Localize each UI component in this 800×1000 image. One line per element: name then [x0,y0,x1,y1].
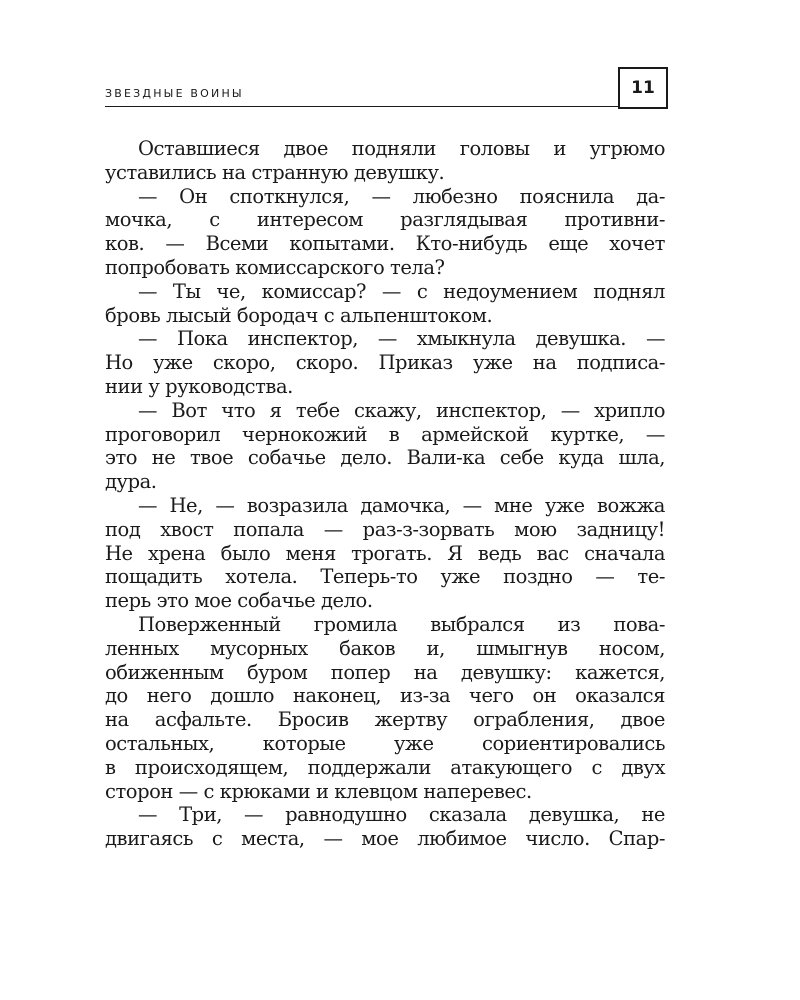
text-line: дура. [105,470,157,494]
text-line: Не хрена было меня трогать. Я ведь вас сначала [105,541,665,565]
text-line: нии у руководства. [105,374,293,398]
text-line: — Три, — равнодушно сказала девушка, не [138,803,665,827]
text-line: уставились на странную девушку. [105,160,445,184]
book-title: ЗВЕЗДНЫЕ ВОИНЫ [105,87,244,100]
text-line: бровь лысый бородач с альпенштоком. [105,303,493,327]
text-line: до него дошло наконец, из-за чего он оказался [105,684,665,708]
text-line: — Не, — возразила дамочка, — мне уже вожжа [138,493,665,517]
text-line: Поверженный громила выбрался из пова- [138,612,665,636]
text-line: сторон — с крюками и клевцом наперевес. [105,779,532,803]
text-line: ков. — Всеми копытами. Кто-нибудь еще хочет [105,232,665,256]
text-line: ленных мусорных баков и, шмыгнув носом, [105,636,665,660]
text-line: пощадить хотела. Теперь-то уже поздно — те- [105,565,665,589]
text-line: мочка, с интересом разглядывая противни- [105,208,665,232]
text-line: Но уже скоро, скоро. Приказ уже на подписа- [105,351,665,375]
text-line: попробовать комиссарского тела? [105,255,445,279]
text-line: на асфальте. Бросив жертву ограбления, двое [105,708,665,732]
text-line: обиженным буром попер на девушку: кажется, [105,660,665,684]
text-line: это не твое собачье дело. Вали-ка себе куда шла, [105,446,665,470]
text-line: — Он споткнулся, — любезно пояснила да- [138,184,665,208]
text-line: — Пока инспектор, — хмыкнула девушка. — [138,327,665,351]
header-rule [105,106,618,107]
text-line: перь это мое собачье дело. [105,589,373,613]
text-line: проговорил чернокожий в армейской куртке, — [105,422,665,446]
text-line: под хвост попала — раз-з-зорвать мою задницу! [105,517,665,541]
running-head [105,67,665,107]
text-line: остальных, которые уже сориентировались [105,731,665,755]
text-line: двигаясь с места, — мое любимое число. Спар- [105,827,665,851]
text-line: в происходящем, поддержали атакующего с двух [105,755,665,779]
body-text [105,137,665,851]
text-line: — Вот что я тебе скажу, инспектор, — хрипло [138,398,665,422]
text-line: — Ты че, комиссар? — с недоумением поднял [138,279,665,303]
page-number: 11 [618,67,668,109]
text-line: Оставшиеся двое подняли головы и угрюмо [138,137,665,160]
